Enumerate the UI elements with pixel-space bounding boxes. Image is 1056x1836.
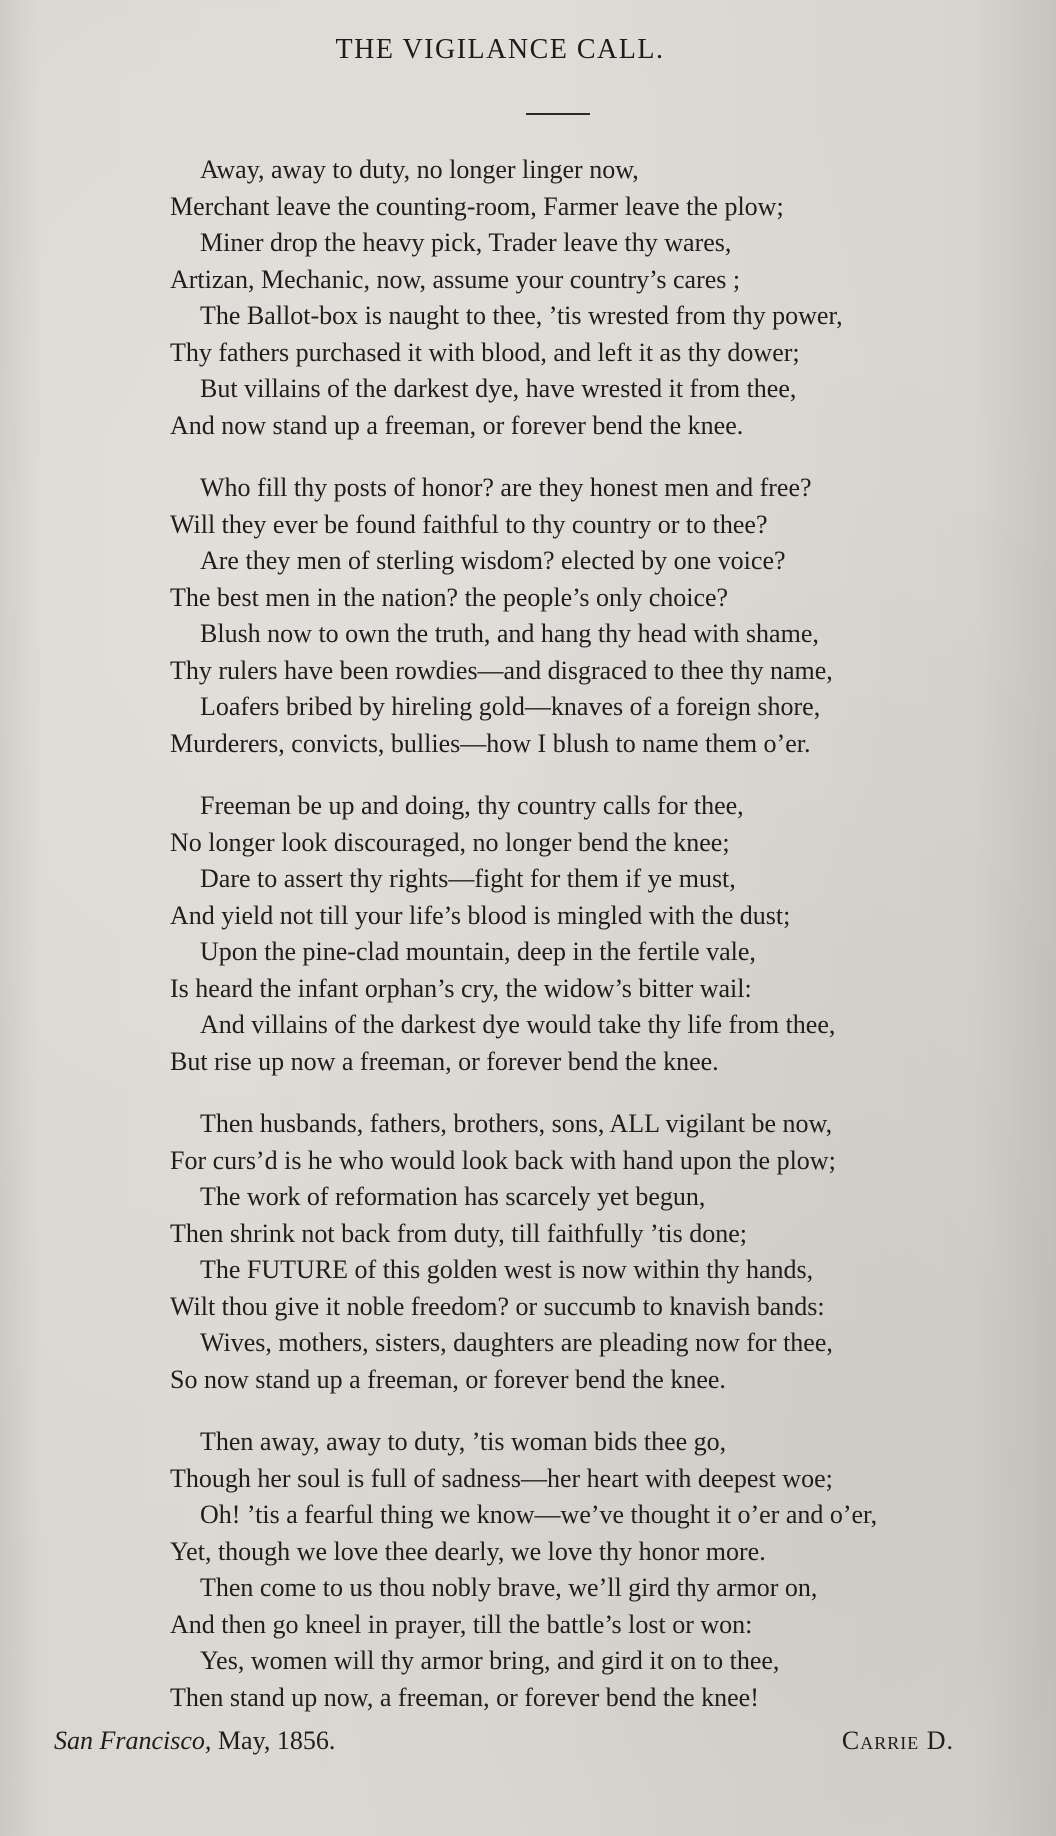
poem-line: The FUTURE of this golden west is now within thy hands, [200, 1255, 814, 1284]
poem-line: Murderers, convicts, bullies—how I blush to name them o’er. [170, 728, 811, 758]
poem-line: Is heard the infant orphan’s cry, the widow’s bitter wail: [170, 973, 752, 1003]
poem-line: The Ballot-box is naught to thee, ’tis wrested from thy power, [200, 301, 843, 330]
stanza [170, 470, 990, 762]
poem-line: Thy fathers purchased it with blood, and left it as thy dower; [170, 337, 800, 367]
author-signature: Carrie D. [841, 1726, 954, 1755]
poem-line: Then husbands, fathers, brothers, sons, ALL vigilant be now, [200, 1109, 833, 1138]
poem-line: But rise up now a freeman, or forever bend the knee. [170, 1046, 719, 1076]
poem-line: Then stand up now, a freeman, or forever bend the knee! [170, 1682, 759, 1712]
stanza [170, 1106, 990, 1398]
place: San Francisco, [54, 1726, 212, 1755]
poem-line: And then go kneel in prayer, till the battle’s lost or won: [170, 1609, 753, 1639]
place-and-date [54, 1726, 335, 1756]
poem-line: And yield not till your life’s blood is mingled with the dust; [170, 900, 791, 930]
title-divider [526, 113, 590, 115]
date: May, 1856. [217, 1726, 336, 1755]
poem-line: Will they ever be found faithful to thy country or to thee? [170, 509, 768, 539]
poem-line: Though her soul is full of sadness—her heart with deepest woe; [170, 1463, 833, 1493]
poem-line: Then shrink not back from duty, till faithfully ’tis done; [170, 1218, 747, 1248]
poem-line: Wives, mothers, sisters, daughters are pleading now for thee, [200, 1328, 833, 1357]
poem-line: Dare to assert thy rights—fight for them if ye must, [200, 864, 736, 893]
poem-line: Merchant leave the counting-room, Farmer leave the plow; [170, 191, 784, 221]
poem-line: Who fill thy posts of honor? are they honest men and free? [200, 473, 812, 502]
poem-line: Loafers bribed by hireling gold—knaves of a foreign shore, [200, 692, 821, 721]
poem-line: Are they men of sterling wisdom? elected by one voice? [200, 546, 786, 575]
poem-line: Then come to us thou nobly brave, we’ll gird thy armor on, [200, 1573, 818, 1602]
poem-line: For curs’d is he who would look back with hand upon the plow; [170, 1145, 836, 1175]
poem-line: Away, away to duty, no longer linger now, [200, 155, 639, 184]
poem-line: Freeman be up and doing, thy country calls for thee, [200, 791, 744, 820]
poem-line: And villains of the darkest dye would take thy life from thee, [200, 1010, 836, 1039]
poem-line: Then away, away to duty, ’tis woman bids thee go, [200, 1427, 727, 1456]
poem-line: The work of reformation has scarcely yet begun, [200, 1182, 706, 1211]
poem-line: But villains of the darkest dye, have wrested it from thee, [200, 374, 797, 403]
poem-line: Yes, women will thy armor bring, and gird it on to thee, [200, 1646, 780, 1675]
poem-line: Yet, though we love thee dearly, we love thy honor more. [170, 1536, 766, 1566]
poem-line: No longer look discouraged, no longer bend the knee; [170, 827, 730, 857]
poem-line: Blush now to own the truth, and hang thy head with shame, [200, 619, 819, 648]
poem-title: THE VIGILANCE CALL. [335, 34, 665, 65]
stanza [170, 152, 990, 444]
poem-line: Thy rulers have been rowdies—and disgraced to thee thy name, [170, 655, 833, 685]
stanza [170, 1424, 990, 1716]
poem-body [170, 152, 990, 1742]
poem-line: So now stand up a freeman, or forever bend the knee. [170, 1364, 726, 1394]
poem-line: Oh! ’tis a fearful thing we know—we’ve thought it o’er and o’er, [200, 1500, 878, 1529]
poem-line: Miner drop the heavy pick, Trader leave thy wares, [200, 228, 732, 257]
poem-line: The best men in the nation? the people’s only choice? [170, 582, 729, 612]
poem-line: Upon the pine-clad mountain, deep in the fertile vale, [200, 937, 756, 966]
poem-line: Wilt thou give it noble freedom? or succumb to knavish bands: [170, 1291, 825, 1321]
poem-line: Artizan, Mechanic, now, assume your country’s cares ; [170, 264, 741, 294]
poem-line: And now stand up a freeman, or forever bend the knee. [170, 410, 744, 440]
stanza [170, 788, 990, 1080]
